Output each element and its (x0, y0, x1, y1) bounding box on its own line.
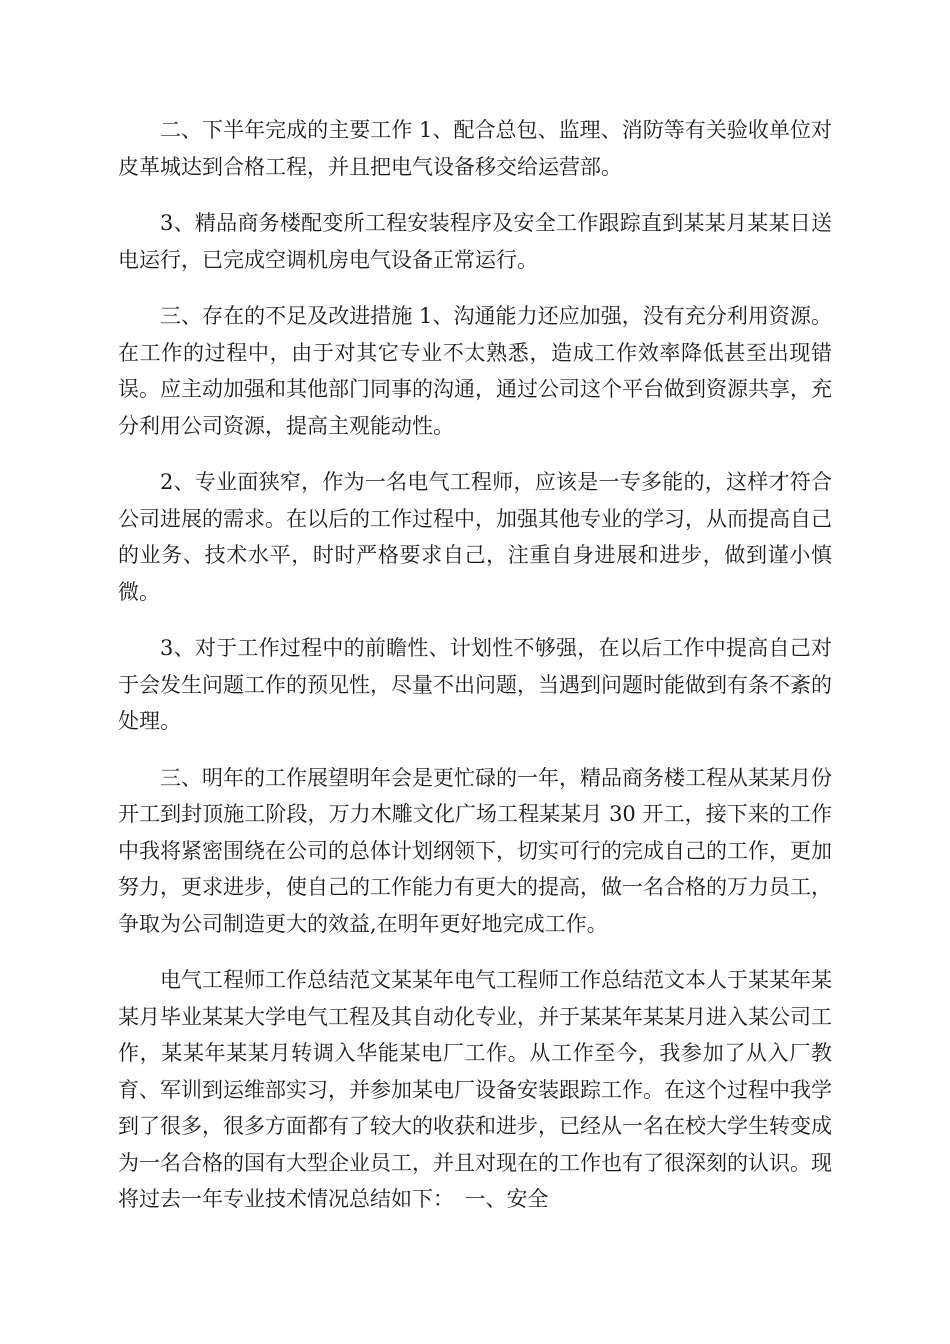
paragraph-engineer-summary: 电气工程师工作总结范文某某年电气工程师工作总结范文本人于某某年某某月毕业某某大学电气工程及其自动化专业，并于某某年某某月进入某公司工作，某某年某某月转调入华能某电厂工作。从工作至今，我参加了从入厂教育、军训到运维部实习，并参加某电厂设备安装跟踪工作。在这个过程中我学到了很多，很多方面都有了较大的收获和进步，已经从一名在校大学生转变成为一名合格的国有大型企业员工，并且对现在的工作也有了很深刻的认识。现将过去一年专业技术情况总结如下： 一、安全 (118, 968, 832, 1211)
paragraph-shortcomings-communication: 三、存在的不足及改进措施 1、沟通能力还应加强，没有充分利用资源。在工作的过程中，由于对其它专业不太熟悉，造成工作效率降低甚至出现错误。应主动加强和其他部门同事的沟通，通过公司这个平台做到资源共享，充分利用公司资源，提高主观能动性。 (118, 304, 832, 438)
paragraph-foresight-planning: 3、对于工作过程中的前瞻性、计划性不够强，在以后工作中提高自己对于会发生问题工作的预见性，尽量不出问题，当遇到问题时能做到有条不紊的处理。 (118, 636, 832, 733)
paragraph-next-year-outlook: 三、明年的工作展望明年会是更忙碌的一年，精品商务楼工程从某某月份开工到封顶施工阶段，万力木雕文化广场工程某某月 30 开工，接下来的工作中我将紧密围绕在公司的总体计划纲领下，切实可行的完成自己的工作，更加努力，更求进步，使自己的工作能力有更大的提高，做一名合格的万力员工，争取为公司制造更大的效益,在明年更好地完成工作。 (118, 765, 832, 936)
paragraph-narrow-expertise: 2、专业面狭窄，作为一名电气工程师，应该是一专多能的，这样才符合公司进展的需求。在以后的工作过程中，加强其他专业的学习，从而提高自己的业务、技术水平，时时严格要求自己，注重自身进展和进步，做到谨小慎微。 (118, 470, 832, 604)
paragraph-second-half-work: 二、下半年完成的主要工作 1、配合总包、监理、消防等有关验收单位对皮革城达到合格工程，并且把电气设备移交给运营部。 (118, 118, 832, 179)
paragraph-substation-installation: 3、精品商务楼配变所工程安装程序及安全工作跟踪直到某某月某某日送电运行，已完成空调机房电气设备正常运行。 (118, 211, 832, 272)
